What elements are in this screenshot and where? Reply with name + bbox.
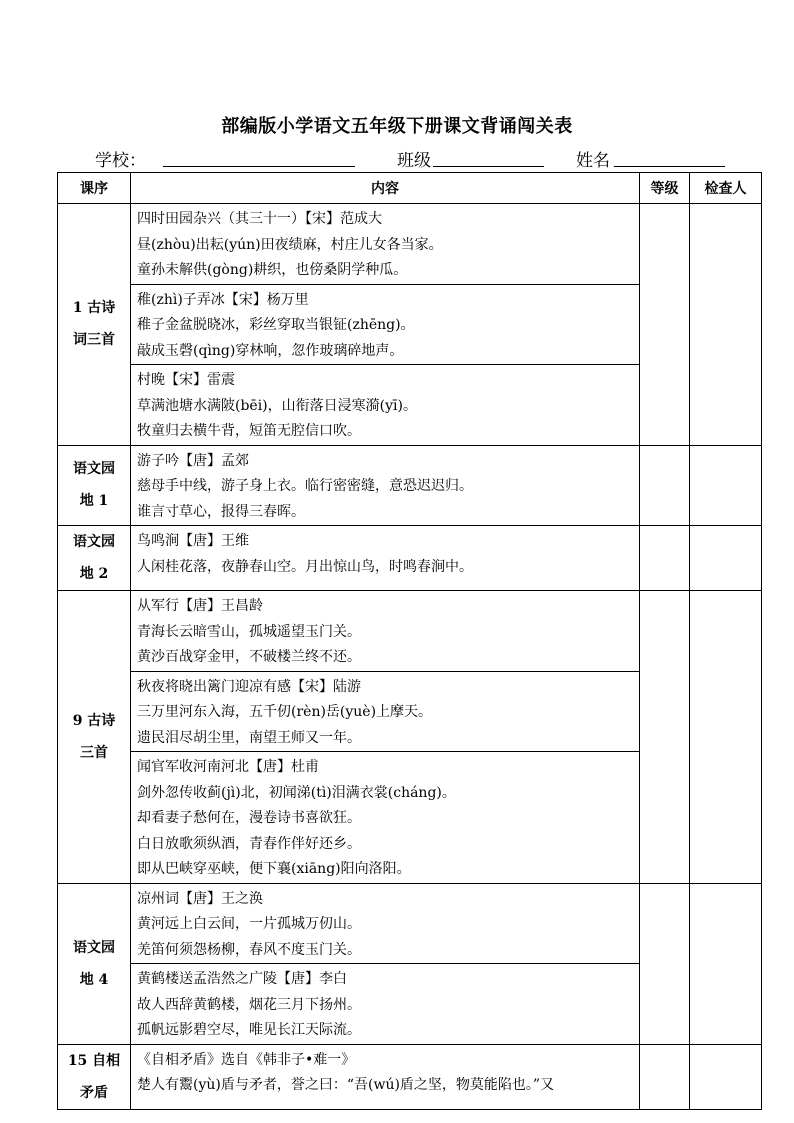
table-row [58, 883, 762, 964]
name-blank[interactable] [614, 166, 725, 167]
poem-title: 黄鹤楼送孟浩然之广陵【唐】李白 [137, 971, 347, 987]
school-label: 学校： [95, 151, 146, 171]
lesson-label: 地 2 [79, 566, 109, 582]
poem-line: 白日放歌须纵酒，青春作伴好还乡。 [137, 835, 361, 852]
poem-title: 从军行【唐】王昌龄 [137, 598, 263, 614]
lesson-cell [58, 1044, 131, 1109]
checker-cell[interactable] [690, 591, 762, 884]
poem-line: 牧童归去横牛背，短笛无腔信口吹。 [137, 423, 361, 439]
lesson-label: 三首 [80, 744, 108, 761]
grade-cell[interactable] [640, 445, 690, 526]
poem-line: 遗民泪尽胡尘里，南望王师又一年。 [137, 729, 361, 746]
poem-content-cell [131, 752, 640, 884]
poem-title: 游子吟【唐】孟郊 [137, 452, 249, 469]
table-header-row [58, 173, 762, 204]
poem-title: 秋夜将晓出篱门迎凉有感【宋】陆游 [137, 678, 361, 695]
poem-title: 四时田园杂兴（其三十一）【宋】范成大 [137, 211, 382, 227]
lesson-label: 语文园 [73, 461, 115, 478]
table-body [58, 204, 762, 1110]
lesson-label: 1 古诗 [72, 300, 116, 317]
poem-line: 剑外忽传收蓟(jì)北，初闻涕(tì)泪满衣裳(cháng)。 [137, 784, 456, 801]
poem-line: 敲成玉磬(qìng)穿林响，忽作玻璃碎地声。 [137, 342, 404, 359]
poem-line: 慈母手中线，游子身上衣。临行密密缝，意恐迟迟归。 [137, 478, 473, 494]
header-fields [0, 146, 794, 170]
poem-line: 黄沙百战穿金甲，不破楼兰终不还。 [137, 649, 361, 665]
poem-content-cell [131, 526, 640, 591]
poem-content-cell [131, 284, 640, 365]
table-row [58, 526, 762, 591]
table-row [58, 1044, 762, 1109]
col-header-lesson: 课序 [58, 173, 131, 204]
poem-content-cell [131, 883, 640, 964]
lesson-label: 语文园 [73, 534, 115, 550]
name-label: 姓名 [576, 151, 610, 171]
poem-content-cell [131, 964, 640, 1045]
poem-content-cell [131, 1044, 640, 1109]
grade-cell[interactable] [640, 1044, 690, 1109]
poem-content-cell [131, 671, 640, 752]
page-title: 部编版小学语文五年级下册课文背诵闯关表 [221, 116, 573, 137]
table-row [58, 445, 762, 526]
class-label: 班级 [397, 151, 431, 171]
lesson-label: 语文园 [73, 939, 115, 956]
class-blank[interactable] [433, 166, 544, 167]
poem-line: 青海长云暗雪山，孤城遥望玉门关。 [137, 623, 361, 640]
poem-title: 村晚【宋】雷震 [137, 372, 235, 388]
poem-line: 昼(zhòu)出耘(yún)田夜绩麻，村庄儿女各当家。 [137, 236, 443, 253]
poem-content-cell [131, 365, 640, 446]
col-header-checker: 检查人 [690, 173, 762, 204]
poem-line: 即从巴峡穿巫峡，便下襄(xiāng)阳向洛阳。 [137, 861, 411, 877]
school-blank[interactable] [163, 166, 355, 167]
recitation-table [57, 172, 762, 1110]
lesson-cell [58, 526, 131, 591]
poem-content-cell [131, 204, 640, 285]
poem-line: 孤帆远影碧空尽，唯见长江天际流。 [137, 1022, 361, 1038]
poem-content-cell [131, 445, 640, 526]
poem-line: 却看妻子愁何在，漫卷诗书喜欲狂。 [137, 810, 361, 826]
poem-line: 黄河远上白云间，一片孤城万仞山。 [137, 916, 361, 932]
poem-line: 谁言寸草心，报得三春晖。 [137, 503, 305, 520]
poem-title: 鸟鸣涧【唐】王维 [137, 533, 249, 549]
checker-cell[interactable] [690, 445, 762, 526]
lesson-cell [58, 204, 131, 446]
checker-cell[interactable] [690, 204, 762, 446]
poem-line: 故人西辞黄鹤楼，烟花三月下扬州。 [137, 996, 361, 1013]
lesson-cell [58, 591, 131, 884]
checker-cell[interactable] [690, 1044, 762, 1109]
poem-line: 楚人有鬻(yù)盾与矛者，誉之曰：“吾(wú)盾之坚，物莫能陷也。”又 [137, 1077, 555, 1093]
poem-title: 《自相矛盾》选自《韩非子•难一》 [137, 1051, 356, 1068]
poem-content-cell [131, 591, 640, 672]
poem-title: 凉州词【唐】王之涣 [137, 890, 263, 907]
poem-line: 人闲桂花落，夜静春山空。月出惊山鸟，时鸣春涧中。 [137, 558, 473, 575]
poem-title: 闻官军收河南河北【唐】杜甫 [137, 759, 319, 775]
col-header-content: 内容 [131, 173, 640, 204]
poem-title: 稚(zhì)子弄冰【宋】杨万里 [137, 291, 309, 308]
lesson-label: 15 自相 [67, 1052, 121, 1069]
col-header-grade: 等级 [640, 173, 690, 204]
poem-line: 草满池塘水满陂(bēi)，山衔落日浸寒漪(yī)。 [137, 397, 417, 414]
lesson-cell [58, 445, 131, 526]
poem-line: 稚子金盆脱晓冰，彩丝穿取当银钲(zhēng)。 [137, 317, 415, 333]
poem-line: 羌笛何须怨杨柳，春风不度玉门关。 [137, 941, 361, 958]
lesson-label: 地 4 [79, 971, 109, 988]
poem-line: 三万里河东入海，五千仞(rèn)岳(yuè)上摩天。 [137, 704, 433, 720]
checker-cell[interactable] [690, 526, 762, 591]
checker-cell[interactable] [690, 883, 762, 1044]
lesson-label: 矛盾 [80, 1084, 108, 1101]
grade-cell[interactable] [640, 204, 690, 446]
lesson-label: 9 古诗 [72, 712, 116, 729]
table-row [58, 591, 762, 672]
poem-line: 童孙未解供(gòng)耕织，也傍桑阴学种瓜。 [137, 262, 408, 278]
grade-cell[interactable] [640, 883, 690, 1044]
table-row [58, 204, 762, 285]
lesson-label: 词三首 [73, 332, 115, 349]
grade-cell[interactable] [640, 591, 690, 884]
lesson-label: 地 1 [79, 493, 109, 510]
grade-cell[interactable] [640, 526, 690, 591]
lesson-cell [58, 883, 131, 1044]
